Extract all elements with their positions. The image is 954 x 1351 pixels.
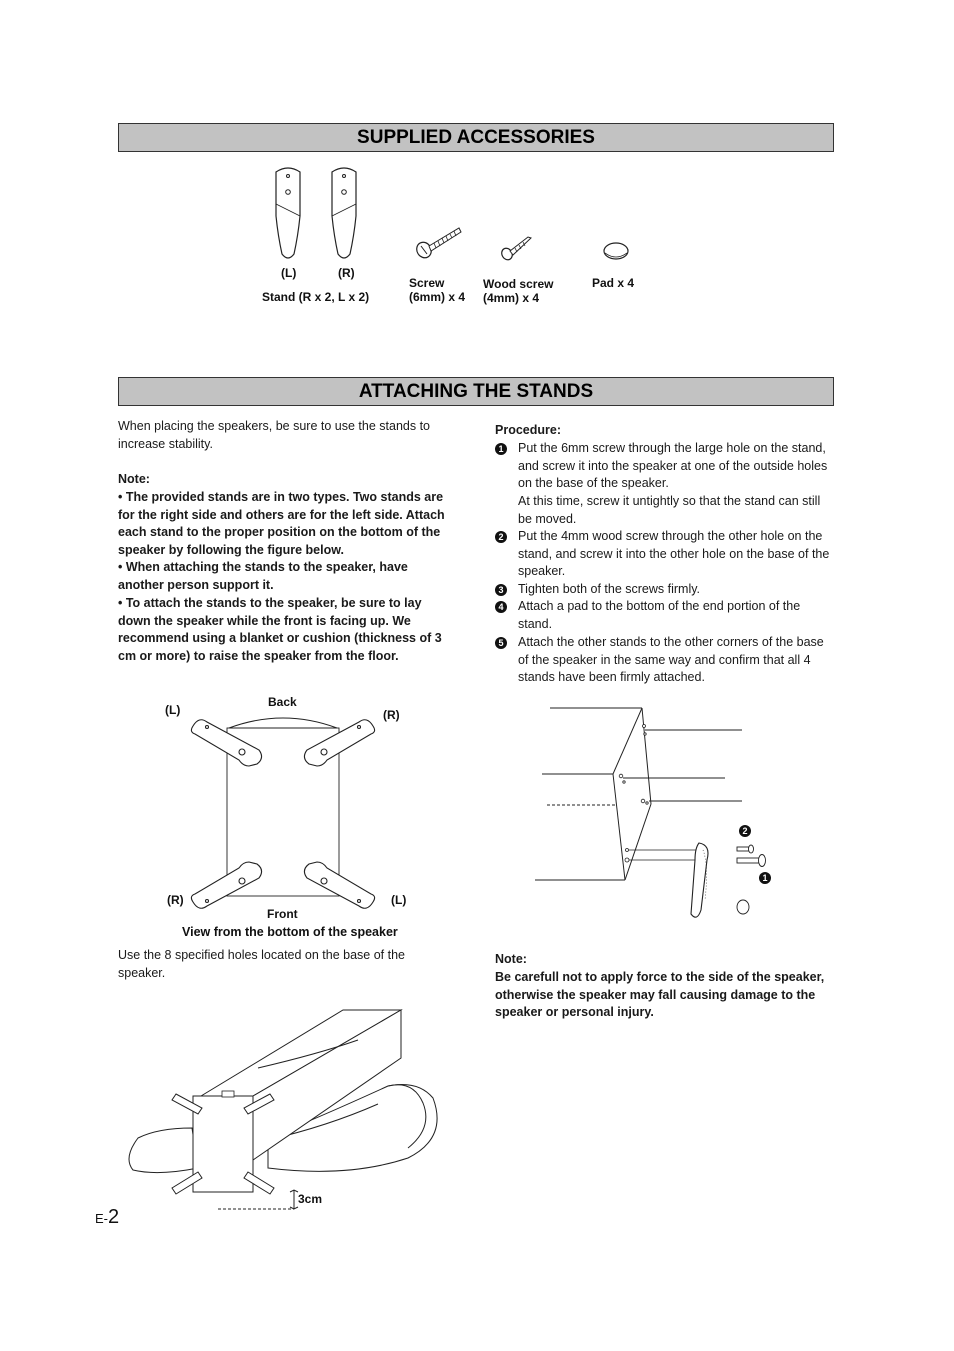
stand-bottom-right [304, 862, 374, 908]
diagram-bottom-left-label: (R) [167, 893, 184, 907]
bottom-view-diagram [185, 710, 385, 920]
step-text-1: Put the 6mm screw through the large hole on the stand, and screw it into the speaker at one of the outside holes on the base of the speaker. [518, 441, 828, 491]
screw-label-line2: (6mm) x 4 [409, 290, 466, 304]
procedure-step-4 [495, 598, 835, 633]
intro-text: When placing the speakers, be sure to use the stands to increase stability. [118, 419, 430, 451]
diagram-back-label: Back [268, 695, 297, 709]
wood-screw-label [483, 277, 553, 305]
diagram-top-right-label: (R) [383, 708, 400, 722]
stand-right-label: (R) [338, 266, 355, 280]
holes-text: Use the 8 specified holes located on the base of the speaker. [118, 948, 405, 980]
diagram-bottom-right-label: (L) [391, 893, 407, 907]
caution-note-text: Be carefull not to apply force to the side of the speaker, otherwise the speaker may fall causing damage to the speaker or personal injury. [495, 970, 825, 1020]
pad-illustration [602, 241, 630, 261]
screw-label-line1: Screw [409, 276, 445, 290]
screw-6mm-illustration [415, 224, 465, 260]
cushion-thickness-label: 3cm [298, 1192, 323, 1206]
stand-attachment-illustration [535, 700, 775, 925]
note-item-cushion: • To attach the stands to the speaker, be sure to lay down the speaker while the front is facing up. We recommend using a blanket or cushion (thickness of 3 cm or more) to raise the speaker from the floor. [118, 596, 442, 664]
step-text-5: Attach the other stands to the other corners of the base of the speaker in the same way and confirm that all 4 stands have been firmly attached. [518, 635, 824, 685]
diagram-top-left-label: (L) [165, 703, 181, 717]
step-text-2: Put the 4mm wood screw through the other hole on the stand, and screw it into the other hole on the base of the speaker. [518, 529, 830, 579]
procedure-heading: Procedure: [495, 423, 561, 437]
page-number-value: 2 [108, 1206, 120, 1228]
step-number-1: 1 [495, 443, 507, 455]
procedure-step-1 [495, 440, 835, 529]
callout-number-2: 2 [739, 825, 751, 837]
procedure-step-2 [495, 528, 835, 581]
wood-screw-4mm-illustration [500, 234, 534, 262]
step-number-4: 4 [495, 601, 507, 613]
step-text-4: Attach a pad to the bottom of the end portion of the stand. [518, 599, 801, 631]
caution-note-heading: Note: [495, 952, 527, 966]
note-item-stand-types: • The provided stands are in two types. Two stands are for the right side and others are for the left side. Attach each stand to the proper position on the bottom of the speaker by following the figure below. [118, 490, 445, 558]
step-text-1-extra: At this time, screw it untightly so that the stand can still be moved. [518, 494, 821, 526]
stand-bottom-left [191, 862, 261, 908]
step-number-2: 2 [495, 531, 507, 543]
section-title-attaching-stands: ATTACHING THE STANDS [118, 377, 834, 406]
stand-left-illustration [272, 166, 304, 262]
procedure-step-3 [495, 581, 835, 599]
wood-screw-label-line2: (4mm) x 4 [483, 291, 540, 305]
note-item-support: • When attaching the stands to the speaker, have another person support it. [118, 560, 408, 592]
procedure-step-5 [495, 634, 835, 687]
section-title-supplied-accessories: SUPPLIED ACCESSORIES [118, 123, 834, 152]
page-number-prefix: E- [95, 1211, 108, 1226]
stand-right-illustration [328, 166, 360, 262]
wood-screw-label-line1: Wood screw [483, 277, 554, 291]
step-text-3: Tighten both of the screws firmly. [518, 582, 701, 596]
page-number [95, 1206, 119, 1229]
note-heading: Note: [118, 472, 150, 486]
screw-label [409, 276, 465, 304]
callout-number-1: 1 [759, 872, 771, 884]
step-number-5: 5 [495, 637, 507, 649]
diagram-caption: View from the bottom of the speaker [182, 925, 398, 939]
stand-quantity-label: Stand (R x 2, L x 2) [262, 290, 370, 304]
speaker-on-cushion-illustration [118, 1008, 448, 1213]
pad-label: Pad x 4 [592, 276, 635, 290]
diagram-front-label: Front [267, 907, 298, 921]
step-number-3: 3 [495, 584, 507, 596]
stand-left-label: (L) [281, 266, 297, 280]
